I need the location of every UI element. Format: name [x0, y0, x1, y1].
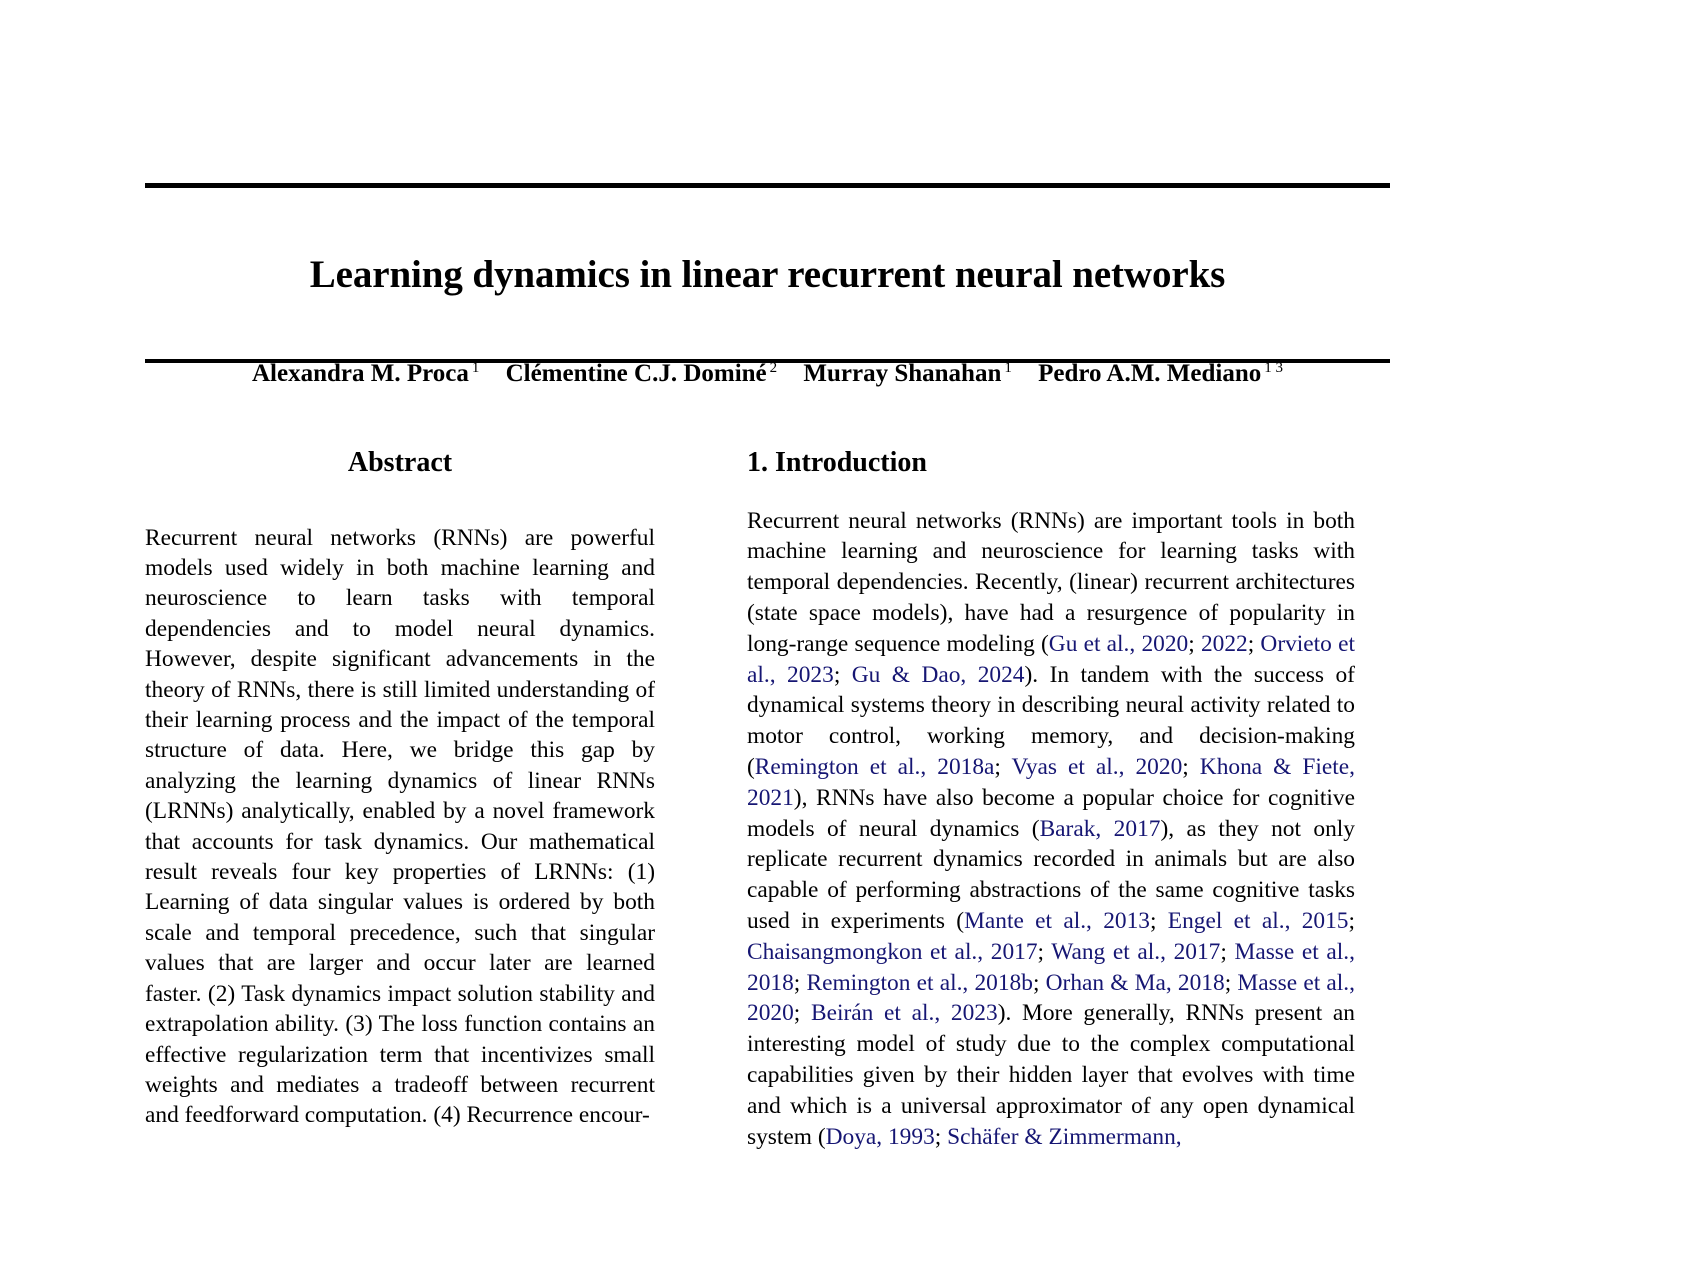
citation-link[interactable]: Schäfer & Zimmermann, [947, 1123, 1182, 1150]
citation-link[interactable]: Gu et al., 2020 [1048, 630, 1189, 657]
citation-link[interactable]: Khona & Fiete, 2021 [747, 753, 1355, 811]
author-name: Murray Shanahan [803, 360, 1002, 387]
citation-link[interactable]: Remington et al., 2018a [754, 753, 995, 780]
citation-link[interactable]: Engel et al., 2015 [1167, 907, 1349, 934]
author-entry [506, 360, 784, 387]
author-name: Clémentine C.J. Dominé [505, 360, 767, 387]
introduction-paragraph: Recurrent neural networks (RNNs) are important tools in both machine learning and neuroscience for learning tasks with temporal dependencies. Recently, (linear) recurrent architectures (state space models), have had a resurgence of popularity in long-range sequence modeling (Gu et al., 2020; 2022; Orvieto et al., 2023; Gu & Dao, 2024). In tandem with the success of dynamical systems theory in describing neural activity related to motor control, working memory, and decision-making (Remington et al., 2018a; Vyas et al., 2020; Khona & Fiete, 2021), RNNs have also become a popular choice for cognitive models of neural dynamics (Barak, 2017), as they not only replicate recurrent dynamics recorded in animals but are also capable of performing abstractions of the same cognitive tasks used in experiments (Mante et al., 2013; Engel et al., 2015; Chaisangmongkon et al., 2017; Wang et al., 2017; Masse et al., 2018; Remington et al., 2018b; Orhan & Ma, 2018; Masse et al., 2020; Beirán et al., 2023). More generally, RNNs present an interesting model of study due to the complex computational capabilities given by their hidden layer that evolves with time and which is a universal approximator of any open dynamical system (Doya, 1993; Schäfer & Zimmermann, [747, 507, 1355, 1150]
abstract-heading: Abstract [347, 447, 453, 478]
author-affiliation-marker: 1 [471, 359, 480, 376]
citation-link[interactable]: Chaisangmongkon et al., 2017 [747, 938, 1038, 965]
citation-link[interactable]: Doya, 1993 [825, 1123, 935, 1150]
right-column [747, 440, 1355, 1280]
body-columns [145, 440, 1395, 1280]
citation-link[interactable]: Masse et al., 2020 [747, 969, 1355, 1027]
author-list [145, 358, 1390, 391]
citation-link[interactable]: Gu & Dao, 2024 [851, 661, 1025, 688]
title-rule-top [145, 183, 1390, 188]
citation-link[interactable]: Remington et al., 2018b [806, 969, 1033, 996]
citation-link[interactable]: Orhan & Ma, 2018 [1045, 969, 1225, 996]
title-block [145, 183, 1390, 363]
citation-link[interactable]: Wang et al., 2017 [1051, 938, 1221, 965]
citation-link[interactable]: Vyas et al., 2020 [1011, 753, 1183, 780]
citation-link[interactable]: Mante et al., 2013 [964, 907, 1150, 934]
citation-link[interactable]: Beirán et al., 2023 [811, 1000, 998, 1027]
left-column [145, 440, 655, 1280]
author-name: Pedro A.M. Mediano [1038, 360, 1262, 387]
citation-link[interactable]: 2022 [1200, 630, 1248, 657]
abstract-text: Recurrent neural networks (RNNs) are powerful models used widely in both machine learning and neuroscience to learn tasks with temporal dependencies and to model neural dynamics. However, despite significant advancements in the theory of RNNs, there is still limited understanding of their learning process and the impact of the temporal structure of data. Here, we bridge this gap by analyzing the learning dynamics of linear RNNs (LRNNs) analytically, enabled by a novel framework that accounts for task dynamics. Our mathematical result reveals four key properties of LRNNs: (1) Learning of data singular values is ordered by both scale and temporal precedence, such that singular values that are larger and occur later are learned faster. (2) Task dynamics impact solution stability and extrapolation ability. (3) The loss function contains an effective regularization term that incentivizes small weights and mediates a tradeoff between recurrent and feedforward computation. (4) Recurrence encour- [145, 524, 655, 1129]
introduction-heading: 1. Introduction [747, 447, 927, 478]
citation-link[interactable]: Barak, 2017 [1039, 815, 1161, 842]
author-affiliation-marker: 2 [769, 359, 778, 376]
page-title: Learning dynamics in linear recurrent neural networks [309, 253, 1226, 297]
citation-link[interactable]: Orvieto et al., 2023 [747, 630, 1355, 688]
author-affiliation-marker: 1 3 [1264, 359, 1284, 376]
author-affiliation-marker: 1 [1004, 359, 1012, 376]
author-entry [803, 360, 1018, 387]
author-entry [1038, 360, 1283, 387]
citation-link[interactable]: Masse et al., 2018 [747, 938, 1355, 996]
author-entry [252, 360, 486, 387]
author-name: Alexandra M. Proca [251, 360, 469, 387]
